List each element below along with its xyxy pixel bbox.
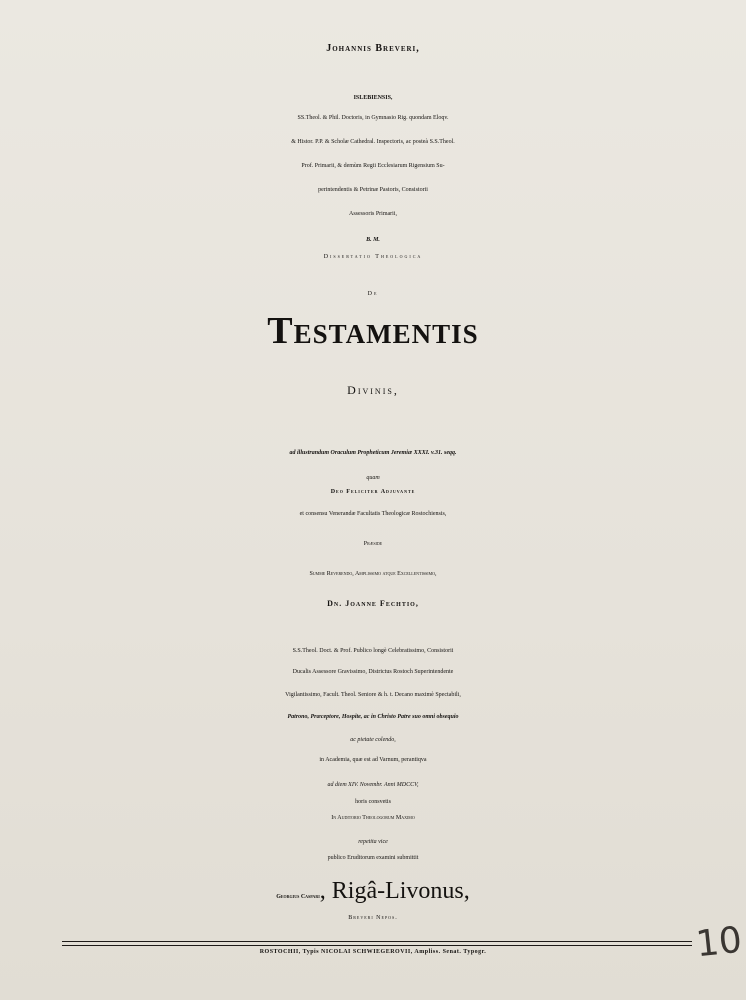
imprint-rule-top <box>62 941 692 942</box>
praeses-bio-line: Ducalis Assessore Gravissimo, Districtus Rostoch Superintendente <box>292 669 454 675</box>
respondent-line <box>0 879 746 903</box>
main-title-divinis: Divinis, <box>347 383 399 397</box>
deo-feliciter-line: Deo Feliciter Adjuvante <box>330 489 416 495</box>
pietate-line: ac pietate colendo, <box>350 737 396 743</box>
publico-line: publico Eruditorum examini submittit <box>327 855 419 861</box>
honorifics-line: Summe Reverendo, Amplissimo atque Excellentissimo, <box>309 571 437 577</box>
date-line: ad diem XIV. Novembr. Anni MDCCV, <box>327 782 419 788</box>
quam-word: quam <box>366 475 380 481</box>
main-title-testamentis: Testamentis <box>267 310 479 352</box>
imprint-line: ROSTOCHII, Typis NICOLAI SCHWIEGEROVII, Ampliss. Senat. Typogr. <box>259 949 487 955</box>
praeses-bio-line: Vigilantissimo, Facult. Theol. Seniore & h. t. Decano maximè Spectabili, <box>285 692 461 698</box>
author-bio-line: & Histor. P.P. & Scholæ Cathedral. Inspectoris, ac posteà S.S.Theol. <box>291 139 455 145</box>
praeses-bio-line: S.S.Theol. Doct. & Prof. Publico longè Celebratissimo, Consistorii <box>292 648 454 654</box>
imprint-rule-bottom <box>62 945 692 946</box>
author-bio-line: Assessoris Primarii, <box>349 211 397 217</box>
de-heading: De <box>367 291 379 297</box>
auditorio-line: In Auditorio Theologorum Maximo <box>331 815 415 821</box>
repetita-line: repetita vice <box>358 839 388 845</box>
respondent-origin: , Rigâ-Livonus, <box>319 878 470 904</box>
consensu-line: et consensu Venerandæ Facultatis Theologicæ Rostochiensis, <box>299 511 447 517</box>
respondent-name: Georgius Caspari <box>276 894 320 900</box>
memoria-mark: B. M. <box>366 237 380 243</box>
subtitle: ad illustrandum Oraculum Propheticum Jeremiæ XXXI. v.31. seqq. <box>289 450 457 456</box>
patrono-line: Patrono, Præceptore, Hospite, ac in Christo Patre suo omni obsequio <box>287 714 459 720</box>
dissertation-heading: Dissertatio Theologica <box>323 254 423 260</box>
horis-line: horis consvetis <box>355 799 391 805</box>
author-bio-line: SS.Theol. & Phil. Doctoris, in Gymnasio Rig. quondam Eloqv. <box>297 115 449 121</box>
author-origin: ISLEBIENSIS, <box>353 95 393 101</box>
academia-line: in Academia, quæ est ad Varnum, perantiqva <box>319 757 427 763</box>
praeside-heading: Præside <box>363 541 383 547</box>
praeses-name: Dn. Joanne Fechtio, <box>327 599 419 608</box>
author-name: Johannis Breveri, <box>326 43 420 54</box>
author-bio-line: Prof. Primarii, & demùm Regii Ecclesiarum Rigensium Su- <box>301 163 445 169</box>
nepos-line: Breveri Nepos. <box>348 915 398 921</box>
handwritten-folio-number: 10 <box>694 919 745 966</box>
author-bio-line: perintendentis & Petrinæ Pastoris, Consistorii <box>318 187 428 193</box>
